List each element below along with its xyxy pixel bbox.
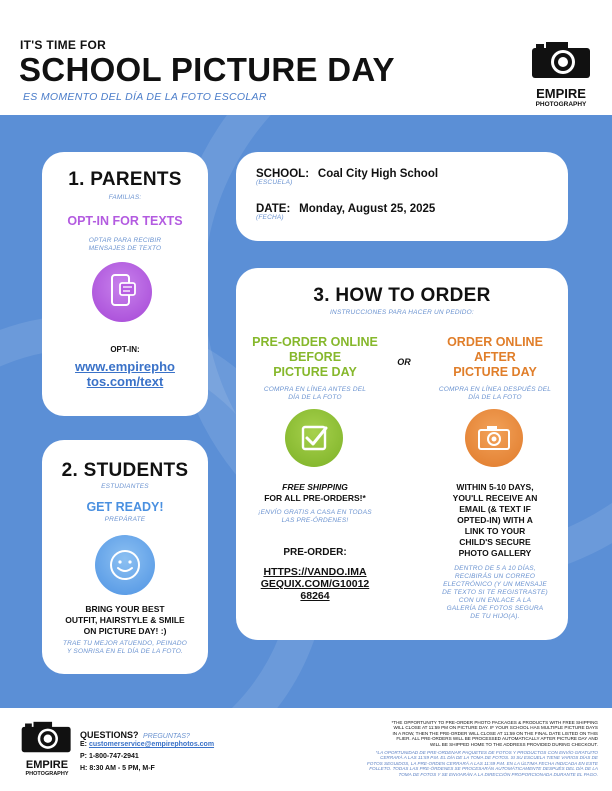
camera-icon: [20, 720, 74, 754]
school-info-card: [236, 152, 568, 241]
optin-label: OPT-IN:: [110, 345, 140, 354]
footer-brand-tagline: PHOTOGRAPHY: [25, 771, 69, 777]
students-title-es: ESTUDIANTES: [101, 483, 149, 490]
preorder-url[interactable]: HTTPS://VANDO.IMA GEQUIX.COM/G10012 68264: [260, 566, 370, 602]
email-link[interactable]: customerservice@empirephotos.com: [88, 741, 215, 748]
parents-card: [42, 152, 208, 416]
students-title: 2. STUDENTS: [61, 460, 189, 481]
parents-heading-es: OPTAR PARA RECIBIR MENSAJES DE TEXTO: [88, 237, 162, 252]
order-title: 3. HOW TO ORDER: [313, 285, 491, 306]
contact-info: E: customerservice@empirephotos.com P: 1-800-747-2941 H: 8:30 AM - 5 PM, M-F: [80, 741, 215, 772]
postorder-heading-es: COMPRA EN LÍNEA DESPUÉS DEL DÍA DE LA FOTO: [438, 386, 552, 401]
free-shipping-text: FREE SHIPPING FOR ALL PRE-ORDERS!*: [264, 482, 366, 503]
how-to-order-card: [236, 268, 568, 640]
disclaimer-en: *THE OPPORTUNITY TO PRE-ORDER PHOTO PACKAGES & PRODUCTS WITH FREE SHIPPING WILL CLOSE AT 11:59 PM ON PICTURE DAY. IF YOUR SCHOOL HAS MULTIPLE PICTURE DAYS IN A ROW, THEN THE PRE-ORDER WILL CLOSE AT 11:59 ON THE FINAL DATE LISTED ON THIS FLIER. ALL PRE-ORDERS WILL BE PROCESSED AUTOMATICALLY AFTER PICTURE DAY AND WILL BE SHIPPED HOME TO THE ADDRESS PROVIDED DURING CHECKOUT.: [391, 720, 598, 747]
postorder-heading: ORDER ONLINE AFTER PICTURE DAY: [447, 335, 543, 379]
questions-heading: QUESTIONS? PREGUNTAS?: [80, 730, 190, 740]
footer-brand-name: EMPIRE: [25, 759, 69, 771]
phone-message-icon: [92, 262, 152, 322]
order-title-es: INSTRUCCIONES PARA HACER UN PEDIDO:: [330, 309, 474, 316]
disclaimer-es: *LA OPORTUNIDAD DE PRE-ORDENAR PAQUETES DE FOTOS Y PRODUCTOS CON ENVÍO GRATUITO CERRARÁ A LAS 11:59 P.M. EL DÍA DE LA TOMA DE FOTOS. SI SU ESCUELA TIENE VARIOS DÍAS DE FOTOS SEGUIDOS, LA PRE-ORDEN CERRARÁ A LAS 11:59 P.M. EN LA ÚLTIMA FECHA INDICADA EN ESTE FOLLETO. TODAS LAS PRE-ÓRDENES SE PROCESARÁN AUTOMÁTICAMENTE DESPUÉS DEL DÍA DE LA TOMA DE FOTOS Y SE ENVIARÁN A LA DIRECCIÓN PROPORCIONADA DURANTE EL PAGO.: [366, 750, 598, 777]
camera-icon-orange: [465, 409, 523, 467]
school-label-es: (ESCUELA): [256, 179, 293, 186]
or-divider: OR: [397, 357, 411, 367]
parents-title-es: FAMILIAS:: [108, 194, 142, 201]
parents-title: 1. PARENTS: [68, 169, 182, 190]
date-row: DATE: Monday, August 25, 2025: [256, 203, 436, 215]
optin-link[interactable]: www.empirepho tos.com/text: [75, 359, 175, 389]
phone-number: 1-800-747-2941: [88, 753, 139, 760]
free-shipping-es: ¡ENVÍO GRATIS A CASA EN TODAS LAS PRE-ÓRDENES!: [258, 509, 372, 524]
students-body: BRING YOUR BEST OUTFIT, HAIRSTYLE & SMILE ON PICTURE DAY! :): [65, 604, 185, 636]
page-title: SCHOOL PICTURE DAY: [19, 51, 395, 88]
students-card: [42, 440, 208, 674]
preorder-label: PRE-ORDER:: [283, 547, 347, 558]
checkmark-icon: [285, 409, 343, 467]
preorder-heading: PRE-ORDER ONLINE BEFORE PICTURE DAY: [252, 335, 378, 379]
brand-tagline: PHOTOGRAPHY: [535, 101, 587, 108]
date-label-es: (FECHA): [256, 214, 284, 221]
postorder-body: WITHIN 5-10 DAYS, YOU'LL RECEIVE AN EMAIL (& TEXT IF OPTED-IN) WITH A LINK TO YOUR CHILD'S SECURE PHOTO GALLERY: [452, 482, 538, 558]
smile-icon: [95, 535, 155, 595]
picture-date: Monday, August 25, 2025: [299, 203, 436, 215]
footer-logo: [20, 720, 76, 777]
postorder-body-es: DENTRO DE 5 A 10 DÍAS, RECIBIRÁS UN CORREO ELECTRÓNICO (Y UN MENSAJE DE TEXTO SI TE REGISTRASTE) CON UN ENLACE A LA GALERÍA DE FOTOS SEGURA DE TU HIJO(A).: [442, 565, 548, 620]
students-heading: GET READY!: [86, 500, 164, 514]
students-body-es: TRAE TU MEJOR ATUENDO, PEINADO Y SONRISA EN EL DÍA DE LA FOTO.: [62, 640, 188, 655]
hours: 8:30 AM - 5 PM, M-F: [89, 765, 155, 772]
page-subtitle: ES MOMENTO DEL DÍA DE LA FOTO ESCOLAR: [23, 91, 267, 103]
school-row: SCHOOL: Coal City High School: [256, 168, 439, 180]
preorder-heading-es: COMPRA EN LÍNEA ANTES DEL DÍA DE LA FOTO: [263, 386, 367, 401]
brand-name: EMPIRE: [536, 86, 586, 101]
parents-heading: OPT-IN FOR TEXTS: [67, 214, 183, 228]
camera-icon: [530, 40, 594, 80]
school-name: Coal City High School: [317, 168, 439, 180]
header-kicker: IT'S TIME FOR: [20, 38, 107, 52]
brand-logo: [530, 40, 594, 108]
students-heading-es: PREPÁRATE: [104, 516, 146, 523]
